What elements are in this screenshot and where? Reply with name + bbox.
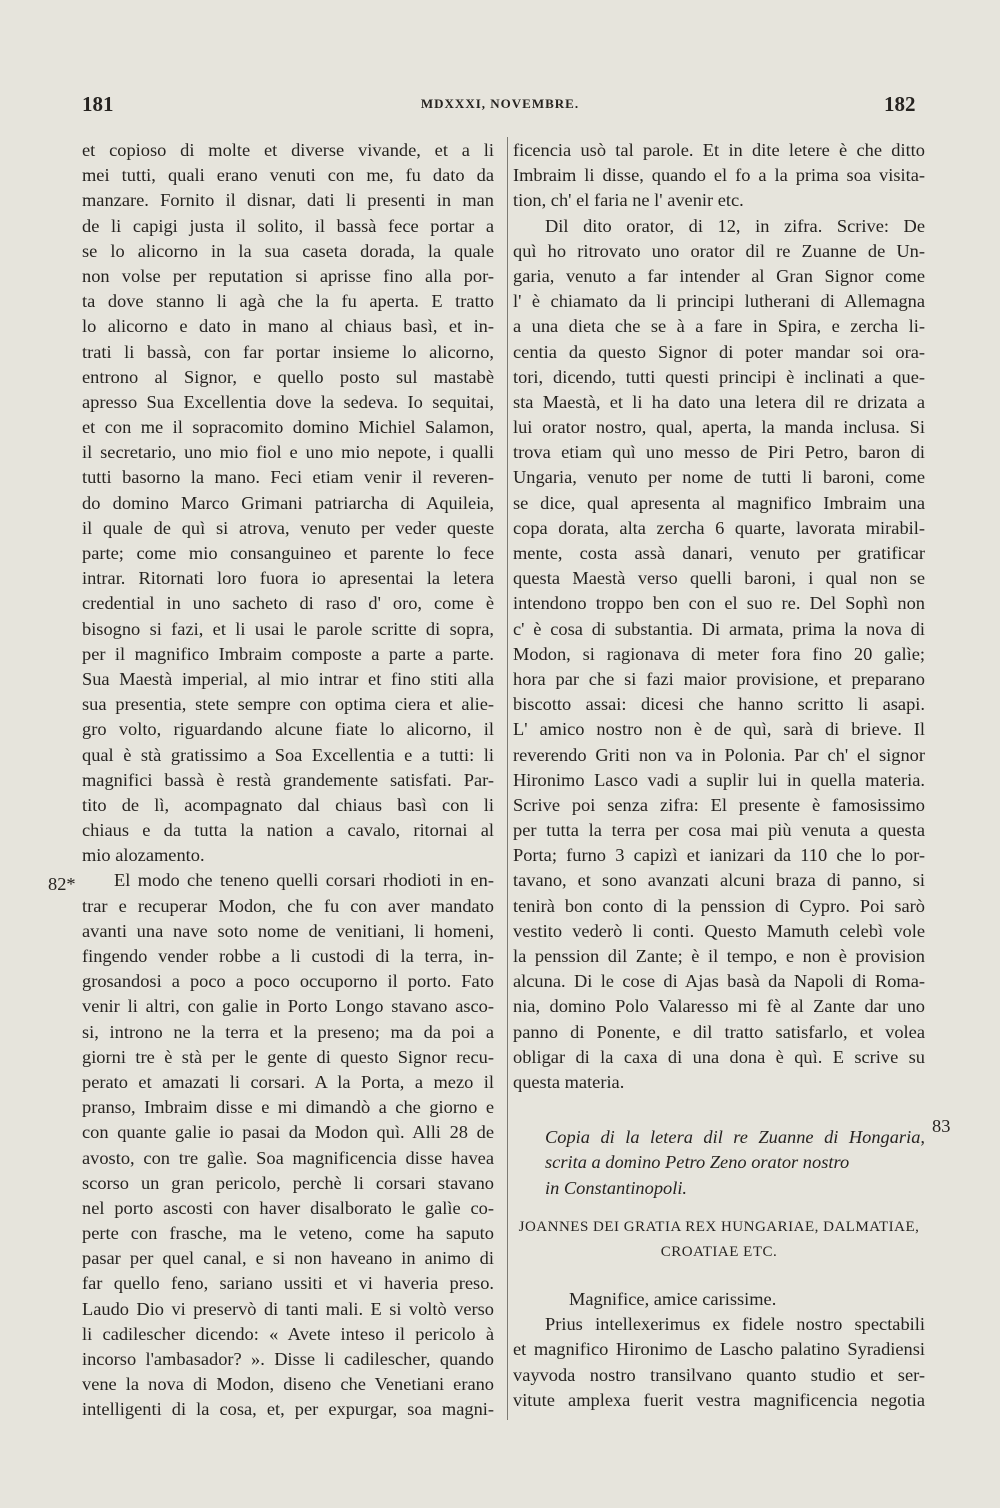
text-line: se lo alicorno in la sua caseta dorada, la quale — [82, 240, 494, 261]
text-line: intendono troppo ben con el suo re. Del Sophì non — [513, 593, 925, 614]
section-spacer — [513, 1265, 925, 1287]
text-line: tutti basorno la mano. Feci etiam venir il reveren- — [82, 467, 494, 488]
text-line: grosandosi a poco a poco occuporno il porto. Fato — [82, 971, 494, 992]
text-line: tenirà bon conto di la penssion di Cypro. Poi sarò — [513, 895, 925, 916]
text-line: Scrive poi senza zifra: El presente è famosissimo — [513, 794, 925, 815]
text-line: entrono al Signor, e quello posto sul mastabè — [82, 366, 494, 387]
letter-body-line: vitute amplexa fuerit vestra magnificencia negotia — [513, 1389, 925, 1410]
page-number-right: 182 — [884, 92, 916, 116]
text-line: do domino Marco Grimani patriarcha di Aquileia, — [82, 492, 494, 513]
text-line: ficencia usò tal parole. Et in dite letere è che ditto — [513, 140, 925, 160]
text-line: tito de lì, acompagnato dal chiaus basì con li — [82, 794, 494, 815]
column-divider — [507, 137, 508, 1420]
text-line: et copioso di molte et diverse vivande, et a li — [82, 140, 494, 160]
text-line: tori, dicendo, tutti questi principi è inclinati a que- — [513, 366, 925, 387]
text-line: lo alicorno e dato in mano al chiaus basì, et in- — [82, 316, 494, 337]
text-line: perato et amazati li corsari. A la Porta, a mezo il — [82, 1071, 494, 1092]
text-line: sua presentia, stete sempre con optima ciera et alie- — [82, 694, 494, 715]
margin-note-right: 83 — [932, 1116, 951, 1136]
section-spacer — [513, 1095, 925, 1125]
text-line: il quale de quì si atrova, venuto per veder queste — [82, 517, 494, 538]
text-line: questa Maestà verso quelli baroni, i qual non se — [513, 568, 925, 589]
text-line: vene la nova di Modon, diseno che Venetiani erano — [82, 1374, 494, 1395]
left-column — [82, 138, 494, 1423]
letter-body-line: et magnifico Hironimo de Lascho palatino Syradiensi — [513, 1339, 925, 1360]
text-line: centia da questo Signor di poter mandar soi ora- — [513, 341, 925, 362]
text-line: c' è cosa di substantia. Di armata, prima la nova di — [513, 618, 925, 639]
text-line: Dil dito orator, di 12, in zifra. Scrive: De — [545, 215, 925, 236]
text-line: Imbraim li disse, quando el fo a la prima soa visita- — [513, 165, 925, 186]
text-line: nia, domino Polo Valaresso mi fè al Zante dar uno — [513, 996, 925, 1017]
margin-note-left: 82* — [48, 874, 76, 894]
text-line: nel porto ascosti con haver disalborato le galìe co- — [82, 1197, 494, 1218]
text-line: et con me il sopracomito domino Michiel Salamon, — [82, 417, 494, 438]
text-line: mente, costa assà danari, venuto per gratificar — [513, 543, 925, 563]
text-line: quì ho ritrovato uno orator dil re Zuanne de Un- — [513, 240, 925, 261]
letter-title: CROATIAE ETC. — [660, 1243, 778, 1260]
text-line: si, introno ne la terra et la preseno; ma da poi a — [82, 1021, 494, 1042]
letter-heading-line: scrita a domino Petro Zeno orator nostro — [545, 1152, 850, 1173]
letter-heading-line: in Constantinopoli. — [545, 1177, 688, 1198]
running-head — [0, 92, 1000, 122]
text-line: far quello feno, sariano ussiti et vi haveria preso. — [82, 1273, 494, 1294]
text-line: parte; come mio consanguineo et parente lo fece — [82, 543, 494, 563]
text-line: de li capigi justa il solito, il bassà fece portar a — [82, 215, 494, 236]
text-line: pasar per quel canal, e si non haveano in animo di — [82, 1248, 494, 1269]
text-line: magnifici bassà è restà grandemente satisfati. Par- — [82, 769, 494, 790]
text-line: Sua Maestà imperial, al mio intrar et fino stiti alla — [82, 668, 494, 689]
text-line: mio alozamento. — [82, 845, 205, 866]
text-line: alcuna. Di le cose di Ajas basà da Napoli di Roma- — [513, 971, 925, 992]
text-line: il secretario, uno mio fiol e uno mio nepote, i qualli — [82, 442, 494, 463]
text-line: scorso un gran pericolo, perchè li corsari stavano — [82, 1172, 494, 1193]
letter-body-line: vayvoda nostro transilvano quanto studio et ser- — [513, 1364, 925, 1385]
letter-title: JOANNES DEI GRATIA REX HUNGARIAE, DALMATIAE, — [518, 1218, 920, 1235]
text-line: Modon, si ragionava di meter fora fino 20 galìe; — [513, 643, 925, 664]
text-line: garia, venuto a far intender al Gran Signor come — [513, 265, 925, 286]
text-line: Ungaria, venuto per nome de tutti li baroni, come — [513, 467, 925, 488]
text-line: biscotto assai: dicesi che hanno scritto li asapi. — [513, 694, 925, 715]
text-line: El modo che teneno quelli corsari rhodioti in en- — [114, 870, 494, 891]
letter-salutation: Magnifice, amice carissime. — [569, 1289, 777, 1310]
text-line: L' amico nostro non è de quì, sarà di brieve. Il — [513, 719, 925, 740]
text-line: a una dieta che se à a fare in Spira, e zercha li- — [513, 316, 925, 337]
right-column — [513, 138, 925, 1413]
text-line: perte con frasche, ma le veteno, come ha saputo — [82, 1223, 494, 1244]
text-line: obligar di la caxa di una dona è quì. E scrive su — [513, 1046, 925, 1067]
text-line: pranso, Imbraim disse e mi dimandò a che giorno e — [82, 1097, 494, 1118]
text-line: sta Maestà, et li ha dato una letera dil re drizata a — [513, 391, 925, 412]
text-line: apresso Sua Excellentia dove la sedeva. Io sequitai, — [82, 391, 494, 412]
text-line: avosto, con tre galìe. Soa magnificencia disse havea — [82, 1147, 494, 1168]
text-line: avanti una nave soto nome de venitiani, li homeni, — [82, 920, 494, 941]
text-line: li cadilescher dicendo: « Avete inteso il pericolo à — [82, 1323, 494, 1344]
text-line: bisogno si fazi, et li usai le parole scritte di sopra, — [82, 618, 494, 639]
text-line: trati li bassà, con far portar insieme lo alicorno, — [82, 341, 494, 362]
text-line: la penssion dil Zante; è il tempo, e non è provision — [513, 946, 925, 966]
text-line: trar e recuperar Modon, che fu con aver mandato — [82, 895, 494, 916]
text-line: per il magnifico Imbraim composte a parte a parte. — [82, 643, 494, 664]
text-line: vestito vederò li conti. Questo Mamuth celebì vole — [513, 920, 925, 941]
text-line: hora par che si fazi maior provisione, et preparano — [513, 668, 925, 689]
text-line: Hironimo Lasco vadi a suplir lui in quella materia. — [513, 769, 925, 790]
text-line: con quante galie io pasai da Modon quì. Alli 28 de — [82, 1122, 494, 1143]
text-line: credential in uno sacheto di raso d' oro, come è — [82, 593, 494, 614]
text-line: copa dorata, alta zercha 6 quarte, lavorata mirabil- — [513, 517, 925, 538]
text-line: giorni tre è stà per le gente di questo Signor recu- — [82, 1046, 494, 1067]
running-head-title: MDXXXI, NOVEMBRE. — [420, 96, 580, 111]
text-line: ta dove stanno li agà che la fu aperta. E tratto — [82, 291, 494, 312]
text-line: intelligenti di la cosa, et, per expurgar, soa magni- — [82, 1399, 494, 1420]
text-line: tion, ch' el faria ne l' avenir etc. — [513, 190, 744, 211]
letter-heading-line: Copia di la letera dil re Zuanne di Hongaria, — [545, 1127, 925, 1148]
text-line: chiaus e da tutta la nation a cavalo, ritornai al — [82, 820, 494, 841]
text-line: mei tutti, quali erano venuti con me, fu dato da — [82, 165, 494, 186]
letter-body-line: Prius intellexerimus ex fidele nostro spectabili — [545, 1314, 925, 1335]
text-line: qual è stà gratissimo a Soa Excellentia e a tutti: li — [82, 744, 494, 765]
text-line: questa materia. — [513, 1071, 625, 1092]
text-line: manzare. Fornito il disnar, dati li presenti in man — [82, 190, 494, 211]
page-number-left: 181 — [82, 92, 114, 116]
text-line: reverendo Griti non va in Polonia. Par ch' el signor — [513, 744, 925, 765]
text-line: trova etiam quì uno messo de Piri Petro, baron di — [513, 442, 925, 463]
text-line: tavano, et sono avanzati alcuni braza di panno, si — [513, 870, 925, 891]
text-line: Porta; furno 3 capizì et ianizari da 110 che lo por- — [513, 845, 925, 866]
text-line: l' è chiamato da li principi lutherani di Allemagna — [513, 291, 925, 312]
section-spacer — [513, 1201, 925, 1215]
text-line: Laudo Dio vi preservò di tanti mali. E si voltò verso — [82, 1298, 494, 1319]
text-line: per tutta la terra per cosa mai più venuta a questa — [513, 820, 925, 841]
text-line: intrar. Ritornati loro fuora io apresentai la letera — [82, 568, 494, 589]
text-line: lui orator nostro, qual, aperta, la manda inclusa. Si — [513, 417, 925, 438]
text-line: incorso l'ambasador? ». Disse li cadilescher, quando — [82, 1349, 494, 1369]
text-line: se dice, qual apresenta al magnifico Imbraim una — [513, 492, 925, 513]
text-line: panno di Ponente, e dil tratto satisfarlo, et volea — [513, 1021, 925, 1042]
text-line: non volse per reputation si aprisse fino alla por- — [82, 265, 494, 286]
text-line: venir li altri, con galie in Porto Longo stavano asco- — [82, 996, 494, 1017]
text-line: fingendo vender robbe a li custodi di la terra, in- — [82, 946, 494, 966]
text-line: gro volto, riguardando alcune fiate lo alicorno, il — [82, 719, 494, 740]
